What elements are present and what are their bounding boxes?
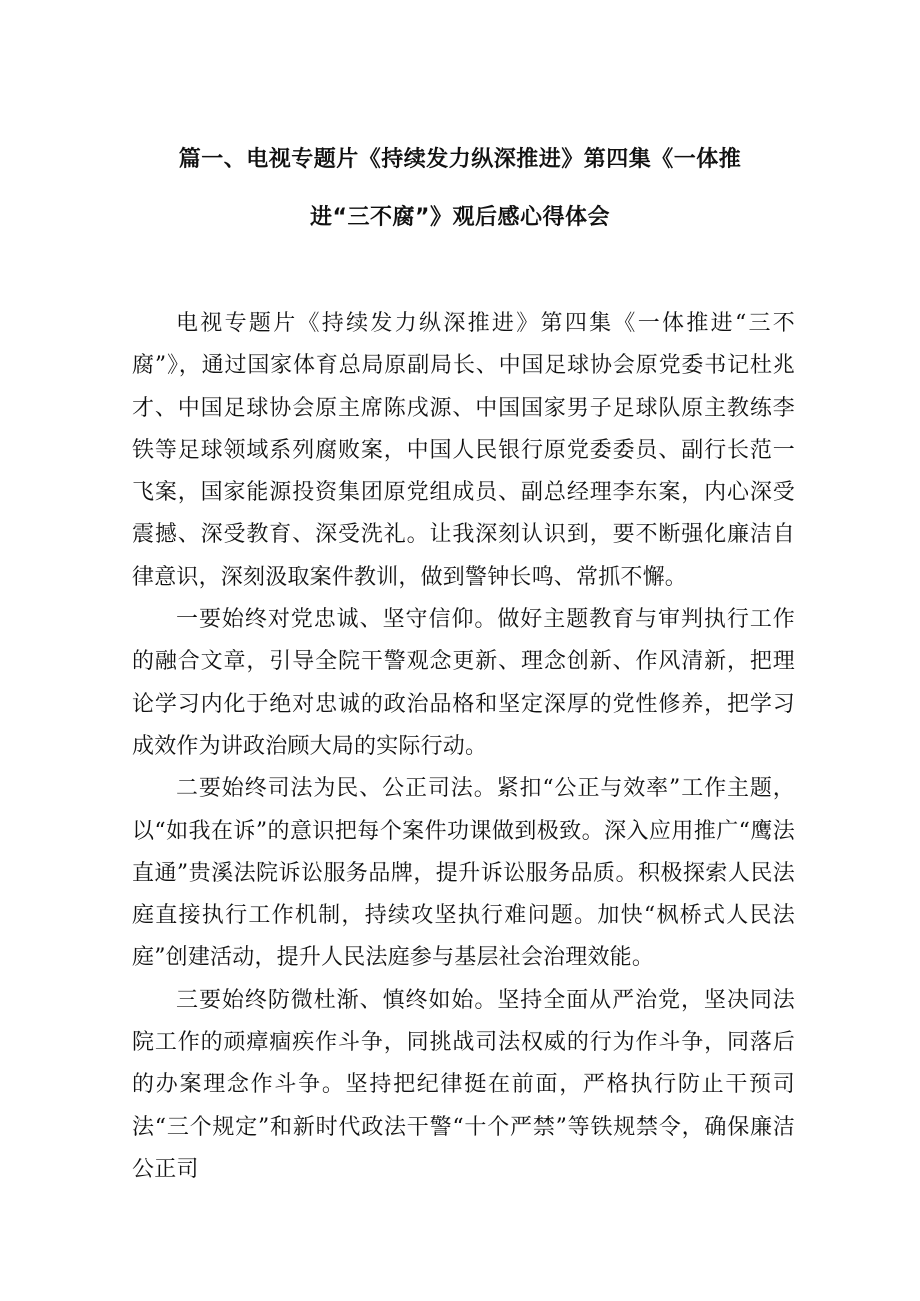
paragraph-point-1: 一要始终对党忠诚、坚守信仰。做好主题教育与审判执行工作的融合文章，引导全院干警观念更新、理念创新、作风清新，把理论学习内化于绝对忠诚的政治品格和坚定深厚的党性修养，把学习成效作为讲政治顾大局的实际行动。	[132, 607, 795, 759]
document-title-line-2: 进“三不腐”》观后感心得体会	[310, 205, 610, 230]
paragraph-point-2: 二要始终司法为民、公正司法。紧扣“公正与效率”工作主题，以“如我在诉”的意识把每个案件功课做到极致。深入应用推广“鹰法直通”贵溪法院诉讼服务品牌，提升诉讼服务品质。积极探索人民法庭直接执行工作机制，持续攻坚执行难问题。加快“枫桥式人民法庭”创建活动，提升人民法庭参与基层社会治理效能。	[132, 776, 795, 971]
document-title-line-1: 篇一、电视专题片《持续发力纵深推进》第四集《一体推	[178, 147, 742, 172]
paragraph-intro: 电视专题片《持续发力纵深推进》第四集《一体推进“三不腐”》，通过国家体育总局原副局长、中国足球协会原党委书记杜兆才、中国足球协会原主席陈戌源、中国国家男子足球队原主教练李铁等足球领域系列腐败案，中国人民银行原党委委员、副行长范一飞案，国家能源投资集团原党组成员、副总经理李东案，内心深受震撼、深受教育、深受洗礼。让我深刻认识到，要不断强化廉洁自律意识，深刻汲取案件教训，做到警钟长鸣、常抓不懈。	[132, 311, 795, 590]
document-body	[132, 303, 795, 1191]
paragraph-point-3: 三要始终防微杜渐、慎终如始。坚持全面从严治党，坚决同法院工作的顽瘴痼疾作斗争，同挑战司法权威的行为作斗争，同落后的办案理念作斗争。坚持把纪律挺在前面，严格执行防止干预司法“三个规定”和新时代政法干警“十个严禁”等铁规禁令，确保廉洁公正司	[132, 987, 795, 1182]
